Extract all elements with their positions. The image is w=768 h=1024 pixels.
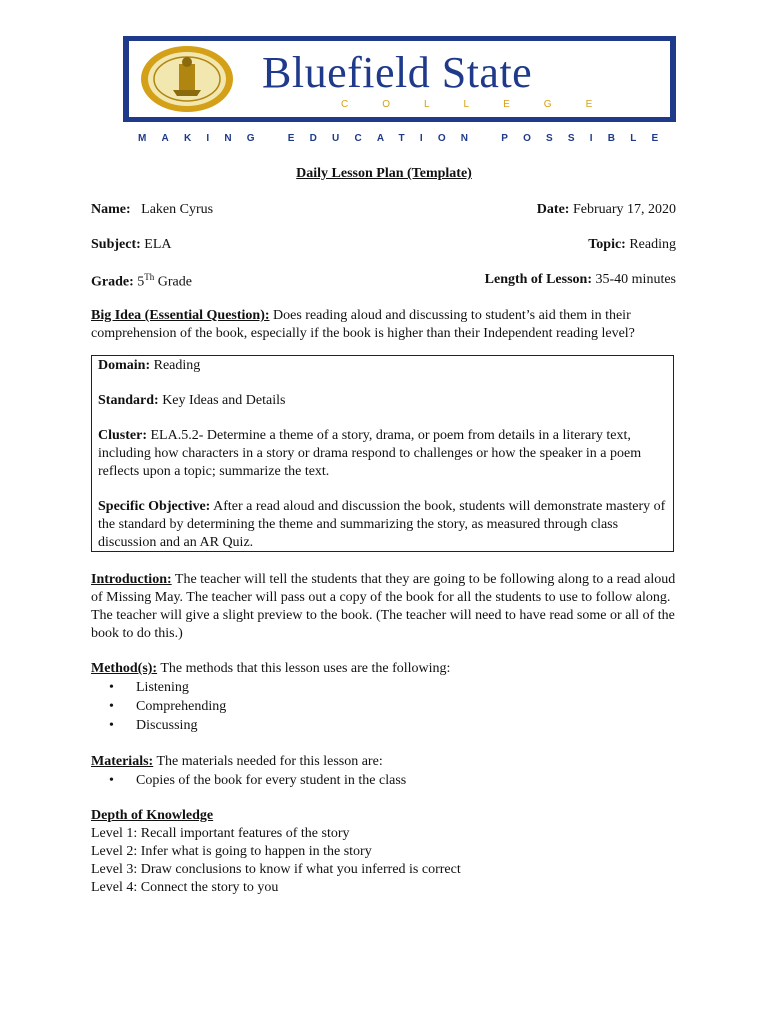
introduction-label: Introduction: xyxy=(91,572,172,587)
college-seal-logo xyxy=(139,44,235,114)
standard-label: Standard: xyxy=(98,393,159,408)
domain-label: Domain: xyxy=(98,358,151,373)
objective-value: After a read aloud and discussion the book, students will demonstrate mastery of the standard by determining the theme and summarizing the story, as measured through class discussion and an AR Quiz. xyxy=(98,499,666,550)
big-idea-label: Big Idea (Essential Question): xyxy=(91,308,270,323)
standards-box xyxy=(91,355,674,552)
objective-label: Specific Objective: xyxy=(98,499,211,514)
cluster-value: ELA.5.2- Determine a theme of a story, drama, or poem from details in a literary text, including how characters in a story or drama respond to challenges or how the speaker in a poem reflects upon a topic; summarize the text. xyxy=(98,428,642,479)
introduction-section xyxy=(91,571,681,643)
grade-superscript: Th xyxy=(144,272,155,282)
subject-value: ELA xyxy=(144,237,172,252)
dok-level: Level 2: Infer what is going to happen in the story xyxy=(91,844,372,859)
methods-label: Method(s): xyxy=(91,661,158,676)
length-label: Length of Lesson: xyxy=(484,272,592,287)
dok-label: Depth of Knowledge xyxy=(91,808,214,823)
methods-section xyxy=(91,660,681,735)
big-idea-section xyxy=(91,307,681,343)
college-word: COLLEGE xyxy=(341,99,627,110)
grade-length-row xyxy=(91,272,676,291)
grade-label: Grade: xyxy=(91,274,134,290)
topic-label: Topic: xyxy=(588,237,626,252)
tagline: MAKING EDUCATION POSSIBLE xyxy=(138,133,674,144)
length-value: 35-40 minutes xyxy=(595,272,676,287)
brand-name: Bluefield State xyxy=(262,48,533,97)
subject-topic-row xyxy=(91,237,676,253)
materials-text: The materials needed for this lesson are: xyxy=(156,754,383,769)
subject-label: Subject: xyxy=(91,237,141,252)
college-banner xyxy=(123,36,676,122)
big-idea-text: Does reading aloud and discussing to student’s aid them in their comprehension of the book, especially if the book is higher than their Independent reading level? xyxy=(91,308,635,341)
dok-level: Level 4: Connect the story to you xyxy=(91,880,279,895)
name-label: Name: xyxy=(91,202,131,217)
list-item: • Listening xyxy=(136,678,681,697)
domain-value: Reading xyxy=(153,358,201,373)
name-value: Laken Cyrus xyxy=(141,202,214,217)
standard-value: Key Ideas and Details xyxy=(162,393,286,408)
list-item: • Discussing xyxy=(136,716,681,735)
grade-number: 5 xyxy=(137,274,145,290)
methods-text: The methods that this lesson uses are the following: xyxy=(160,661,451,676)
materials-list xyxy=(91,771,681,790)
topic-value: Reading xyxy=(629,237,676,252)
date-label: Date: xyxy=(536,202,570,217)
dok-level: Level 1: Recall important features of the story xyxy=(91,826,350,841)
introduction-text: The teacher will tell the students that they are going to be following along to a read aloud of Missing May. The teacher will pass out a copy of the book for all the students to use to follow along. The teacher will give a slight preview to the book. (The teacher will need to have read some or all of the book to do this.) xyxy=(91,572,676,641)
dok-level: Level 3: Draw conclusions to know if what you inferred is correct xyxy=(91,862,461,877)
grade-rest: Grade xyxy=(157,274,192,290)
materials-label: Materials: xyxy=(91,754,154,769)
list-item: • Copies of the book for every student in the class xyxy=(136,771,681,790)
materials-section xyxy=(91,753,681,790)
page-title: Daily Lesson Plan (Template) xyxy=(296,166,472,181)
cluster-label: Cluster: xyxy=(98,428,147,443)
methods-list xyxy=(91,678,681,735)
date-value: February 17, 2020 xyxy=(572,202,676,217)
name-date-row xyxy=(91,202,676,218)
depth-of-knowledge-section xyxy=(91,807,681,897)
list-item: • Comprehending xyxy=(136,697,681,716)
